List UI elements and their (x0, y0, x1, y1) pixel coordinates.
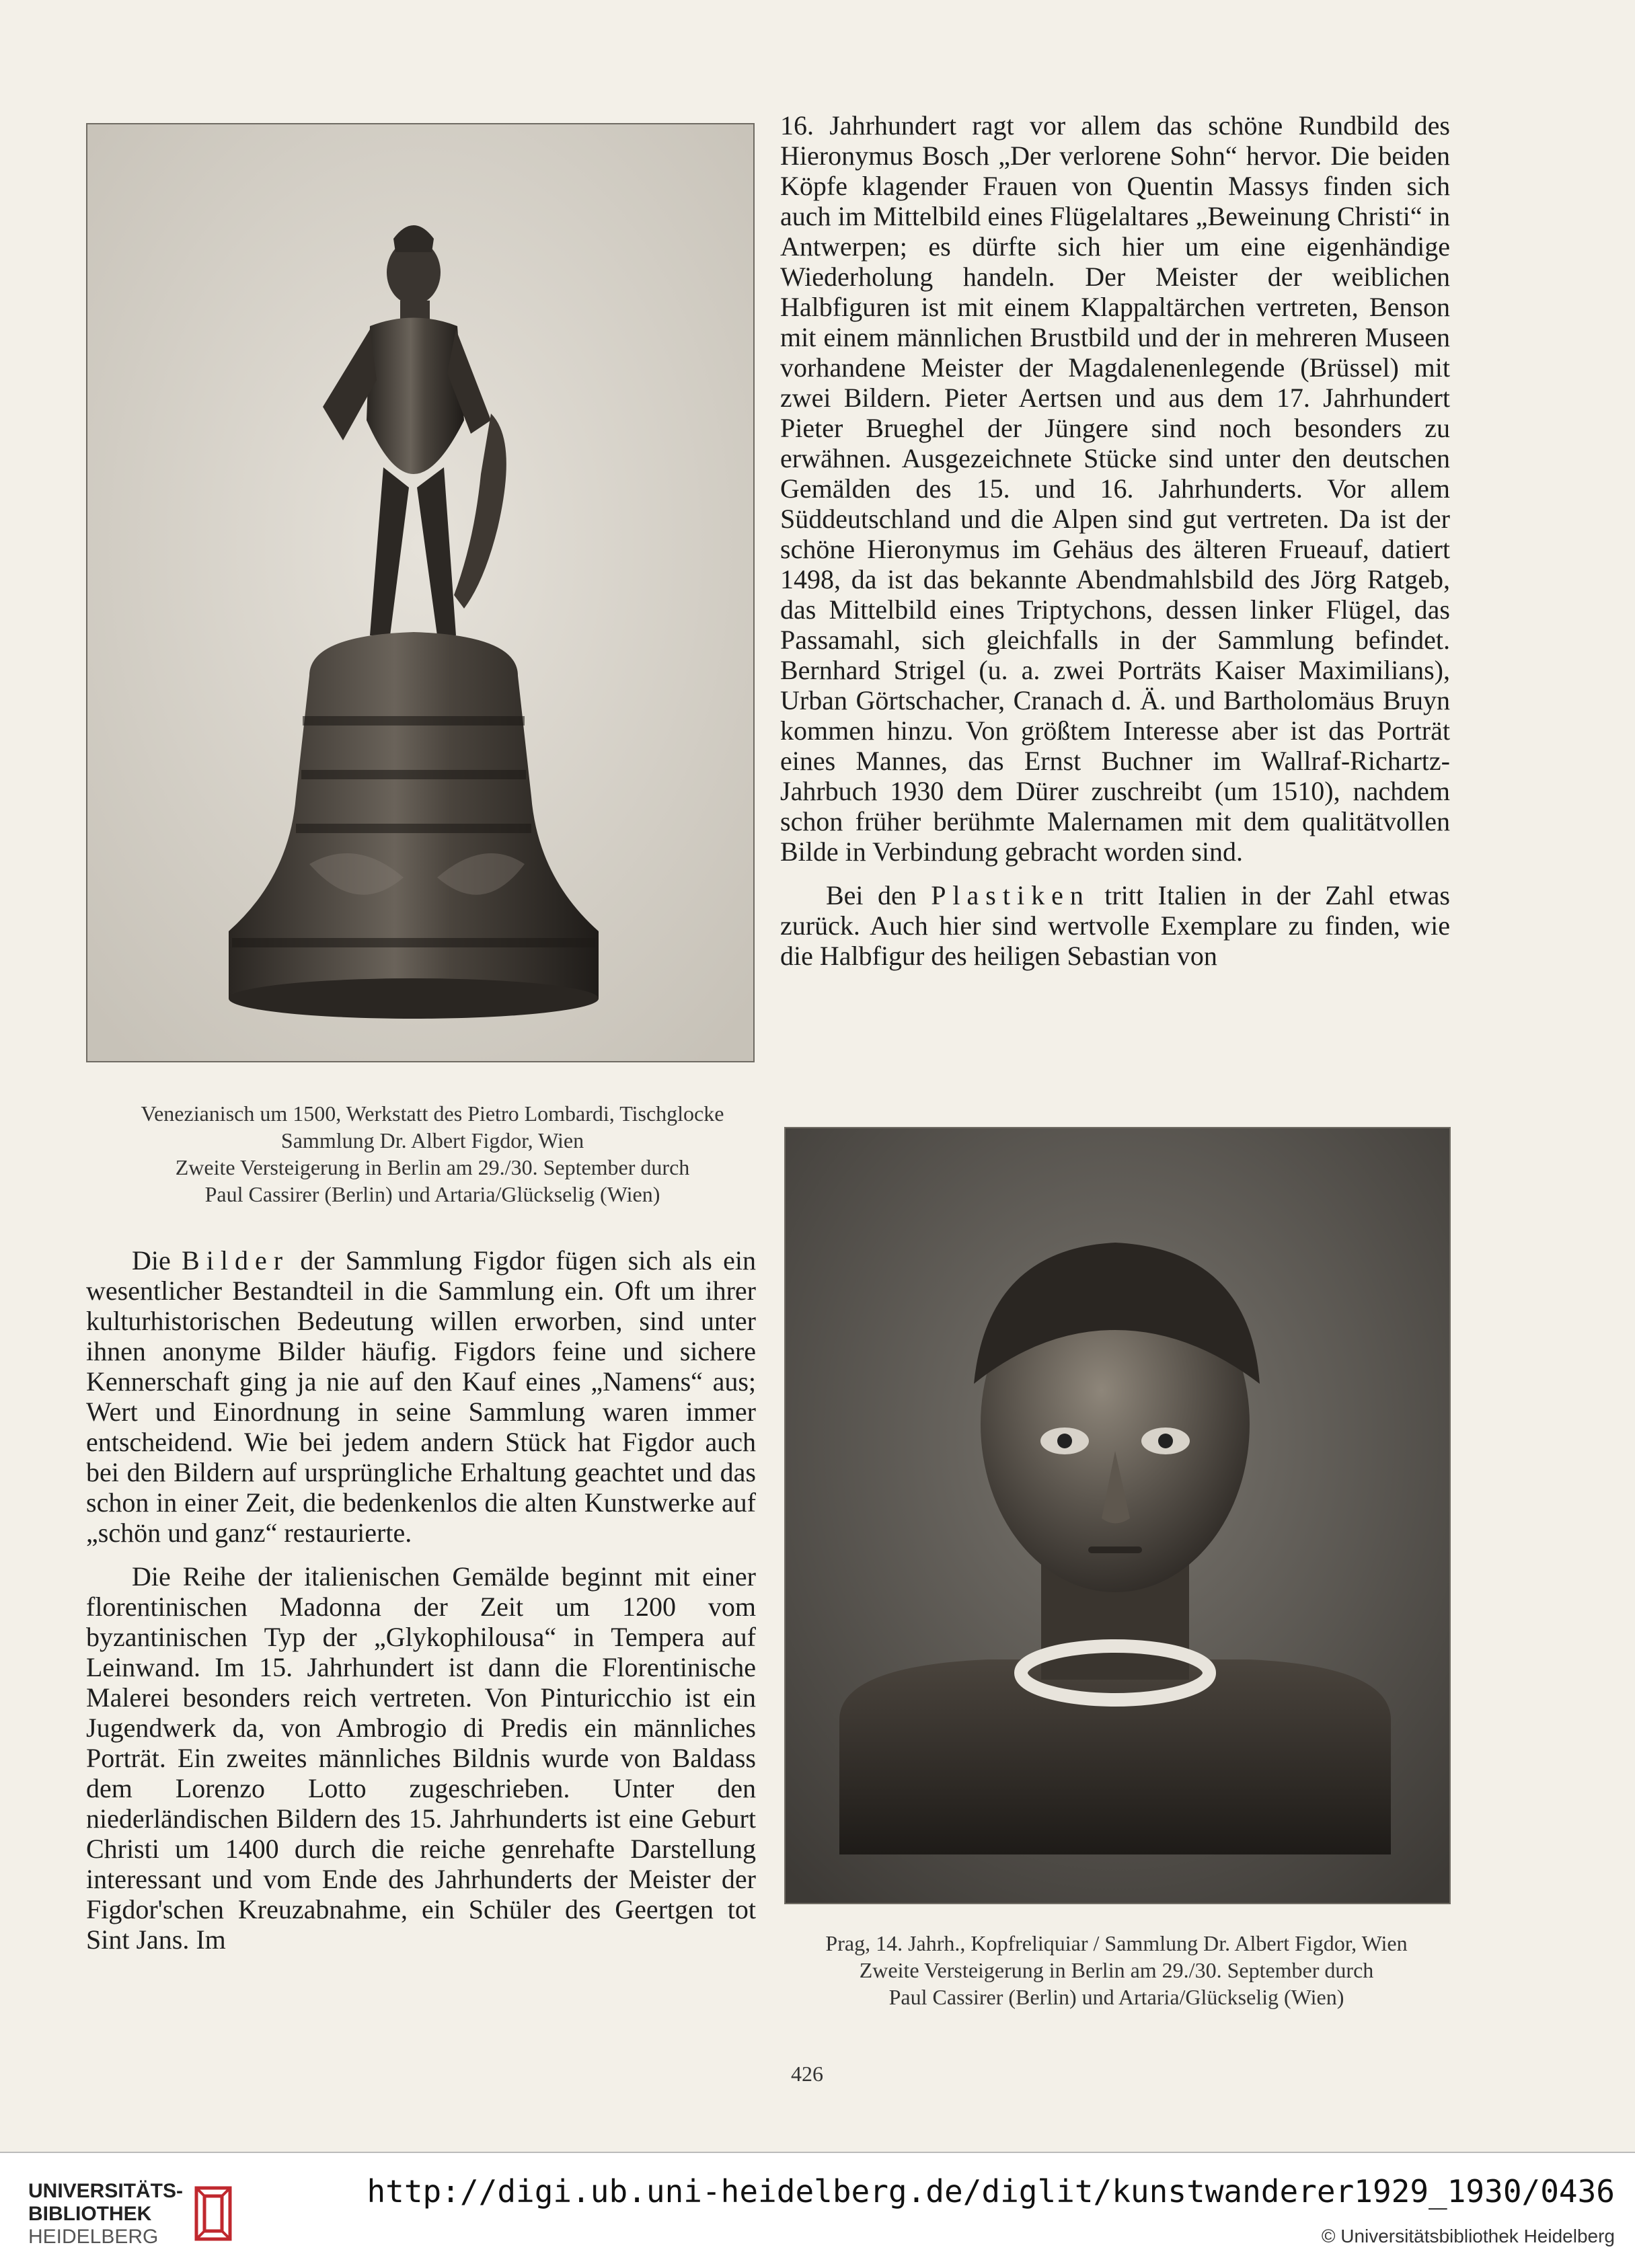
logo-line-3: HEIDELBERG (28, 2226, 159, 2248)
left-p1-post: der Sammlung Figdor fügen sich als ein wesentlicher Bestandteil in die Sammlung ein. Oft um ihrer kulturhistorischen Bedeutung willen erworben, sind unter ihnen anonyme Bilder häufig. Figdors feine und sichere Kennerschaft ging ja nie auf den Kauf eines „Namens“ aus; Wert und Einordnung in seine Sammlung waren immer entscheidend. Wie bei jedem andern Stück hat Figdor auch bei den Bildern auf ursprüngliche Erhaltung geachtet und das schon in einer Zeit, die bedenkenlos die alten Kunstwerke auf „schön und ganz“ restaurierte. (86, 1245, 756, 1548)
left-column-text (86, 1245, 756, 1968)
logo-line-2: BIBLIOTHEK (28, 2203, 152, 2225)
reliquary-caption-line-2: Zweite Versteigerung in Berlin am 29./30. September durch (859, 1958, 1374, 1982)
left-paragraph-1 (86, 1245, 756, 1548)
document-url-link[interactable]: http://digi.ub.uni-heidelberg.de/diglit/kunstwanderer1929_1930/0436 (367, 2173, 1615, 2210)
copyright-notice: © Universitätsbibliothek Heidelberg (1321, 2226, 1615, 2246)
right-paragraph-2 (780, 880, 1450, 971)
right-column-text (780, 110, 1450, 984)
right-p2-pre: Bei den (826, 880, 931, 910)
left-paragraph-2: Die Reihe der italienischen Gemälde beginnt mit einer florentinischen Madonna der Zeit um 1200 vom byzantinischen Typ der „Glykophilousa“ in Tempera auf Leinwand. Im 15. Jahrhundert ist dann die Florentinische Malerei besonders reich vertreten. Von Pinturicchio ist ein Jugendwerk da, von Ambrogio di Predis ein männliches Porträt. Ein zweites männliches Bildnis wurde von Baldass dem Lorenzo Lotto zugeschrieben. Unter den niederländischen Bildern des 15. Jahrhunderts ist eine Geburt Christi um 1400 durch die reiche genrehafte Darstellung interessant und vom Ende des Jahrhunderts der Meister der Figdor'schen Kreuzabnahme, ein Schüler des Geertgen tot Sint Jans. Im (86, 1561, 756, 1955)
library-emblem-icon (190, 2181, 237, 2246)
bell-caption-line-2: Sammlung Dr. Albert Figdor, Wien (280, 1128, 584, 1152)
reliquary-caption-line-1: Prag, 14. Jahrh., Kopfreliquiar / Sammlung Dr. Albert Figdor, Wien (825, 1931, 1408, 1955)
right-p2-post: tritt Italien in der Zahl etwas zurück. Auch hier sind wertvolle Exemplare zu finden, wie die Halbfigur des heiligen Sebastian von (780, 880, 1450, 971)
bell-caption-line-1: Venezianisch um 1500, Werkstatt des Pietro Lombardi, Tischglocke (141, 1101, 724, 1126)
bell-caption-line-3: Zweite Versteigerung in Berlin am 29./30. September durch (175, 1155, 690, 1179)
page-number: 426 (791, 2062, 823, 2086)
logo-line-1: UNIVERSITÄTS- (28, 2180, 184, 2202)
right-p2-spaced-word: Plastiken (931, 880, 1090, 910)
reliquary-caption (773, 1930, 1459, 2010)
right-paragraph-1: 16. Jahrhundert ragt vor allem das schöne Rundbild des Hieronymus Bosch „Der verlorene Sohn“ hervor. Die beiden Köpfe klagender Frauen von Quentin Massys finden sich auch im Mittelbild eines Flügelaltares „Beweinung Christi“ in Antwerpen; es dürfte sich hier um eine eigenhändige Wiederholung handeln. Der Meister der weiblichen Halbfiguren ist mit einem Klappaltärchen vertreten, Benson mit einem männlichen Brustbild und der in mehreren Museen vorhandene Meister der Magdalenenlegende (Brüssel) mit zwei Bildern. Pieter Aertsen und aus dem 17. Jahrhundert Pieter Brueghel der Jüngere sind noch besonders zu erwähnen. Ausgezeichnete Stücke sind unter den deutschen Gemälden des 15. und 16. Jahrhunderts. Vor allem Süddeutschland und die Alpen sind gut vertreten. Da ist der schöne Hieronymus im Gehäus des älteren Frueauf, datiert 1498, da ist das bekannte Abendmahlsbild des Jörg Ratgeb, das Mittelbild eines Triptychons, dessen linker Flügel, das Passamahl, sich gleichfalls in der Sammlung befindet. Bernhard Strigel (u. a. zwei Porträts Kaiser Maximilians), Urban Görtschacher, Cranach d. Ä. und Bartholomäus Bruyn kommen hinzu. Von größtem Interesse aber ist das Porträt eines Mannes, das Ernst Buchner im Wallraf-Richartz-Jahrbuch 1930 dem Dürer zuschreibt (um 1510), nachdem schon früher berühmte Malernamen mit dem qualitätvollen Bilde in Verbindung gebracht worden sind. (780, 110, 1450, 867)
bell-caption-line-4: Paul Cassirer (Berlin) und Artaria/Glückselig (Wien) (204, 1182, 660, 1206)
bell-illustration (87, 124, 753, 1061)
reliquary-caption-line-3: Paul Cassirer (Berlin) und Artaria/Glückselig (Wien) (888, 1985, 1344, 2009)
left-p1-pre: Die (132, 1245, 182, 1276)
library-logo[interactable] (28, 2176, 297, 2250)
reliquary-photograph (784, 1127, 1451, 1904)
left-p1-spaced-word: Bilder (182, 1245, 290, 1276)
library-footer (0, 2152, 1635, 2268)
bell-photograph (86, 123, 755, 1062)
reliquary-illustration (786, 1128, 1449, 1903)
bell-caption (86, 1100, 779, 1208)
